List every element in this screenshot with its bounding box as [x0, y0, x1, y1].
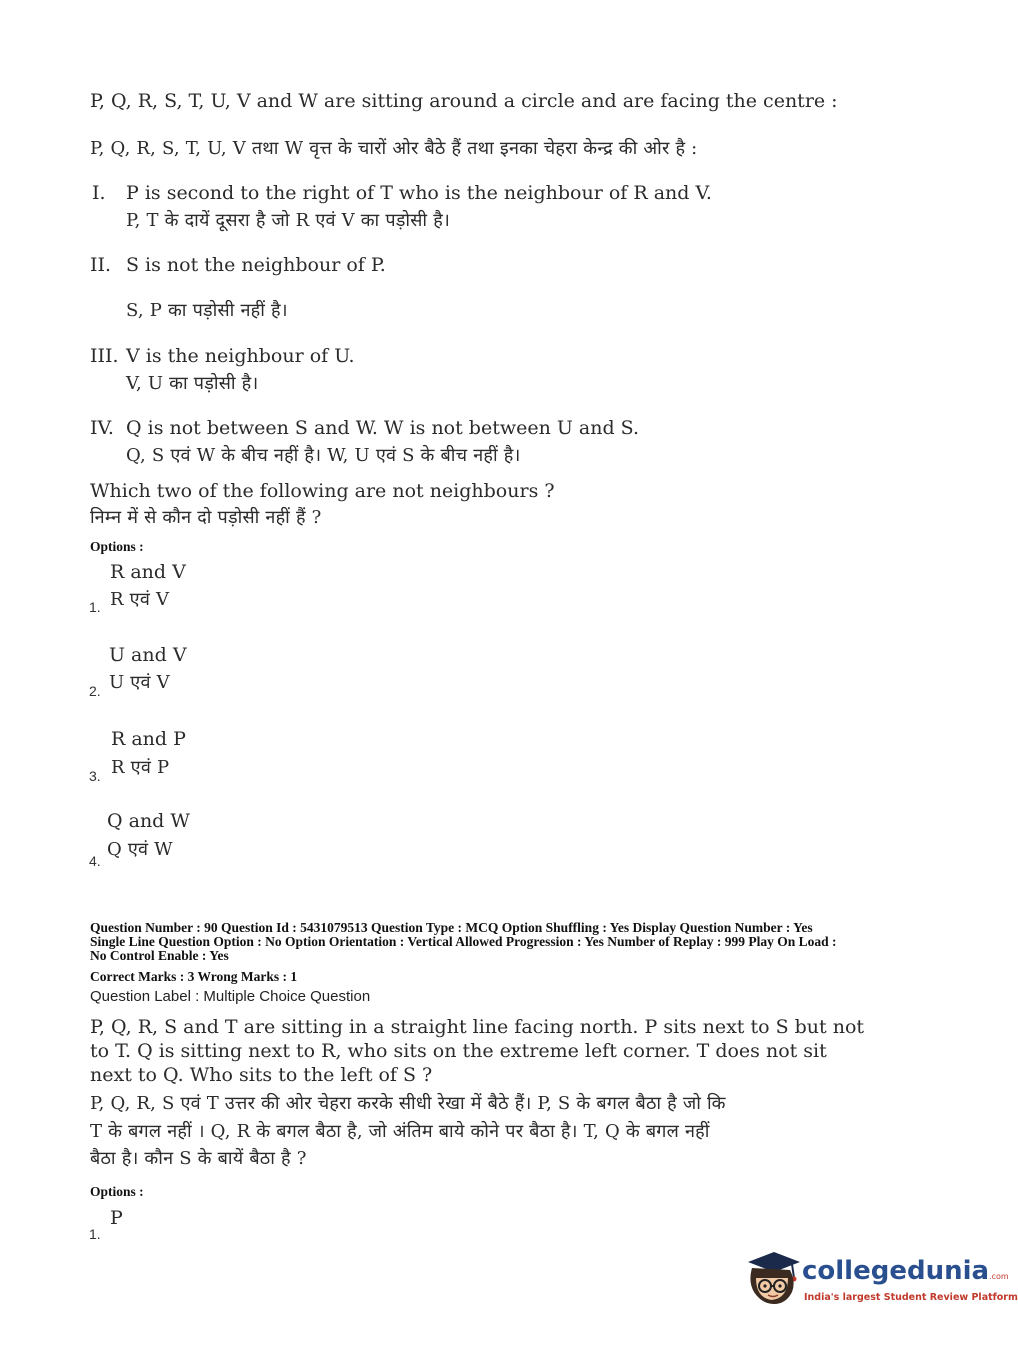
statement-number: II. — [90, 254, 112, 276]
option-text-hi: R एवं P — [111, 757, 170, 778]
q90-meta-line: No Control Enable : Yes — [90, 948, 229, 963]
q90-text-hi: T के बगल नहीं । Q, R के बगल बैठा है, जो अंतिम बाये कोने पर बैठा है। T, Q के बगल नहीं — [90, 1121, 710, 1142]
option-text-hi: U एवं V — [109, 672, 170, 693]
q89-intro-en: P, Q, R, S, T, U, V and W are sitting around a circle and are facing the centre : — [90, 90, 838, 112]
q90-meta-line: Question Number : 90 Question Id : 5431079513 Question Type : MCQ Option Shuffling : Yes Display Question Number : Yes — [90, 920, 813, 935]
logo-tagline: India's largest Student Review Platform — [804, 1292, 1018, 1303]
q90-text-hi: बैठा है। कौन S के बायें बैठा है ? — [90, 1148, 307, 1169]
option-number[interactable]: 1. — [89, 1226, 101, 1242]
option-text-en: Q and W — [107, 810, 190, 832]
option-number[interactable]: 2. — [89, 683, 101, 699]
q89-question-hi: निम्न में से कौन दो पड़ोसी नहीं हैं ? — [90, 507, 322, 528]
option-text-hi: R एवं V — [110, 589, 170, 610]
logo-brand — [802, 1256, 1009, 1286]
option-text-en: R and P — [111, 728, 186, 750]
q90-text-hi: P, Q, R, S एवं T उत्तर की ओर चेहरा करके सीधी रेखा में बैठे हैं। P, S के बगल बैठा है जो कि — [90, 1093, 726, 1114]
q90-text-en: next to Q. Who sits to the left of S ? — [90, 1064, 433, 1086]
statement-hi: P, T के दायें दूसरा है जो R एवं V का पड़ोसी है। — [126, 210, 450, 231]
statement-number: I. — [92, 182, 106, 204]
statement-en: Q is not between S and W. W is not between U and S. — [126, 417, 640, 439]
option-text-hi: Q एवं W — [107, 839, 173, 860]
q90-question-label: Question Label : Multiple Choice Question — [90, 988, 371, 1005]
q90-marks: Correct Marks : 3 Wrong Marks : 1 — [90, 969, 298, 984]
option-text-en: R and V — [110, 561, 186, 583]
option-text-en: U and V — [109, 644, 187, 666]
q90-text-en: P, Q, R, S and T are sitting in a straight line facing north. P sits next to S but not — [90, 1016, 865, 1038]
option-number[interactable]: 1. — [89, 599, 101, 615]
options-label: Options : — [90, 1184, 144, 1199]
logo-brand-text: collegedunia — [802, 1256, 990, 1286]
options-label: Options : — [90, 539, 144, 554]
statement-number: III. — [90, 345, 119, 367]
collegedunia-logo — [740, 1248, 1018, 1312]
option-number[interactable]: 4. — [89, 853, 101, 869]
statement-en: S is not the neighbour of P. — [126, 254, 386, 276]
option-text: P — [110, 1207, 123, 1229]
q90-text-en: to T. Q is sitting next to R, who sits on the extreme left corner. T does not sit — [90, 1040, 827, 1062]
statement-number: IV. — [90, 417, 114, 439]
option-number[interactable]: 3. — [89, 768, 101, 784]
statement-hi: V, U का पड़ोसी है। — [126, 373, 259, 394]
q89-intro-hi: P, Q, R, S, T, U, V तथा W वृत्त के चारों ओर बैठे हैं तथा इनका चेहरा केन्द्र की ओर है : — [90, 138, 698, 159]
q90-meta-line: Single Line Question Option : No Option Orientation : Vertical Allowed Progression : Yes Number of Replay : 999 Play On Load : — [90, 934, 837, 949]
mascot-icon — [740, 1248, 802, 1312]
q89-question-en: Which two of the following are not neighbours ? — [90, 480, 555, 502]
statement-en: P is second to the right of T who is the neighbour of R and V. — [126, 182, 712, 204]
statement-hi: Q, S एवं W के बीच नहीं है। W, U एवं S के बीच नहीं है। — [126, 445, 521, 466]
statement-en: V is the neighbour of U. — [126, 345, 355, 367]
logo-com: .com — [989, 1272, 1009, 1281]
statement-hi: S, P का पड़ोसी नहीं है। — [126, 300, 288, 321]
